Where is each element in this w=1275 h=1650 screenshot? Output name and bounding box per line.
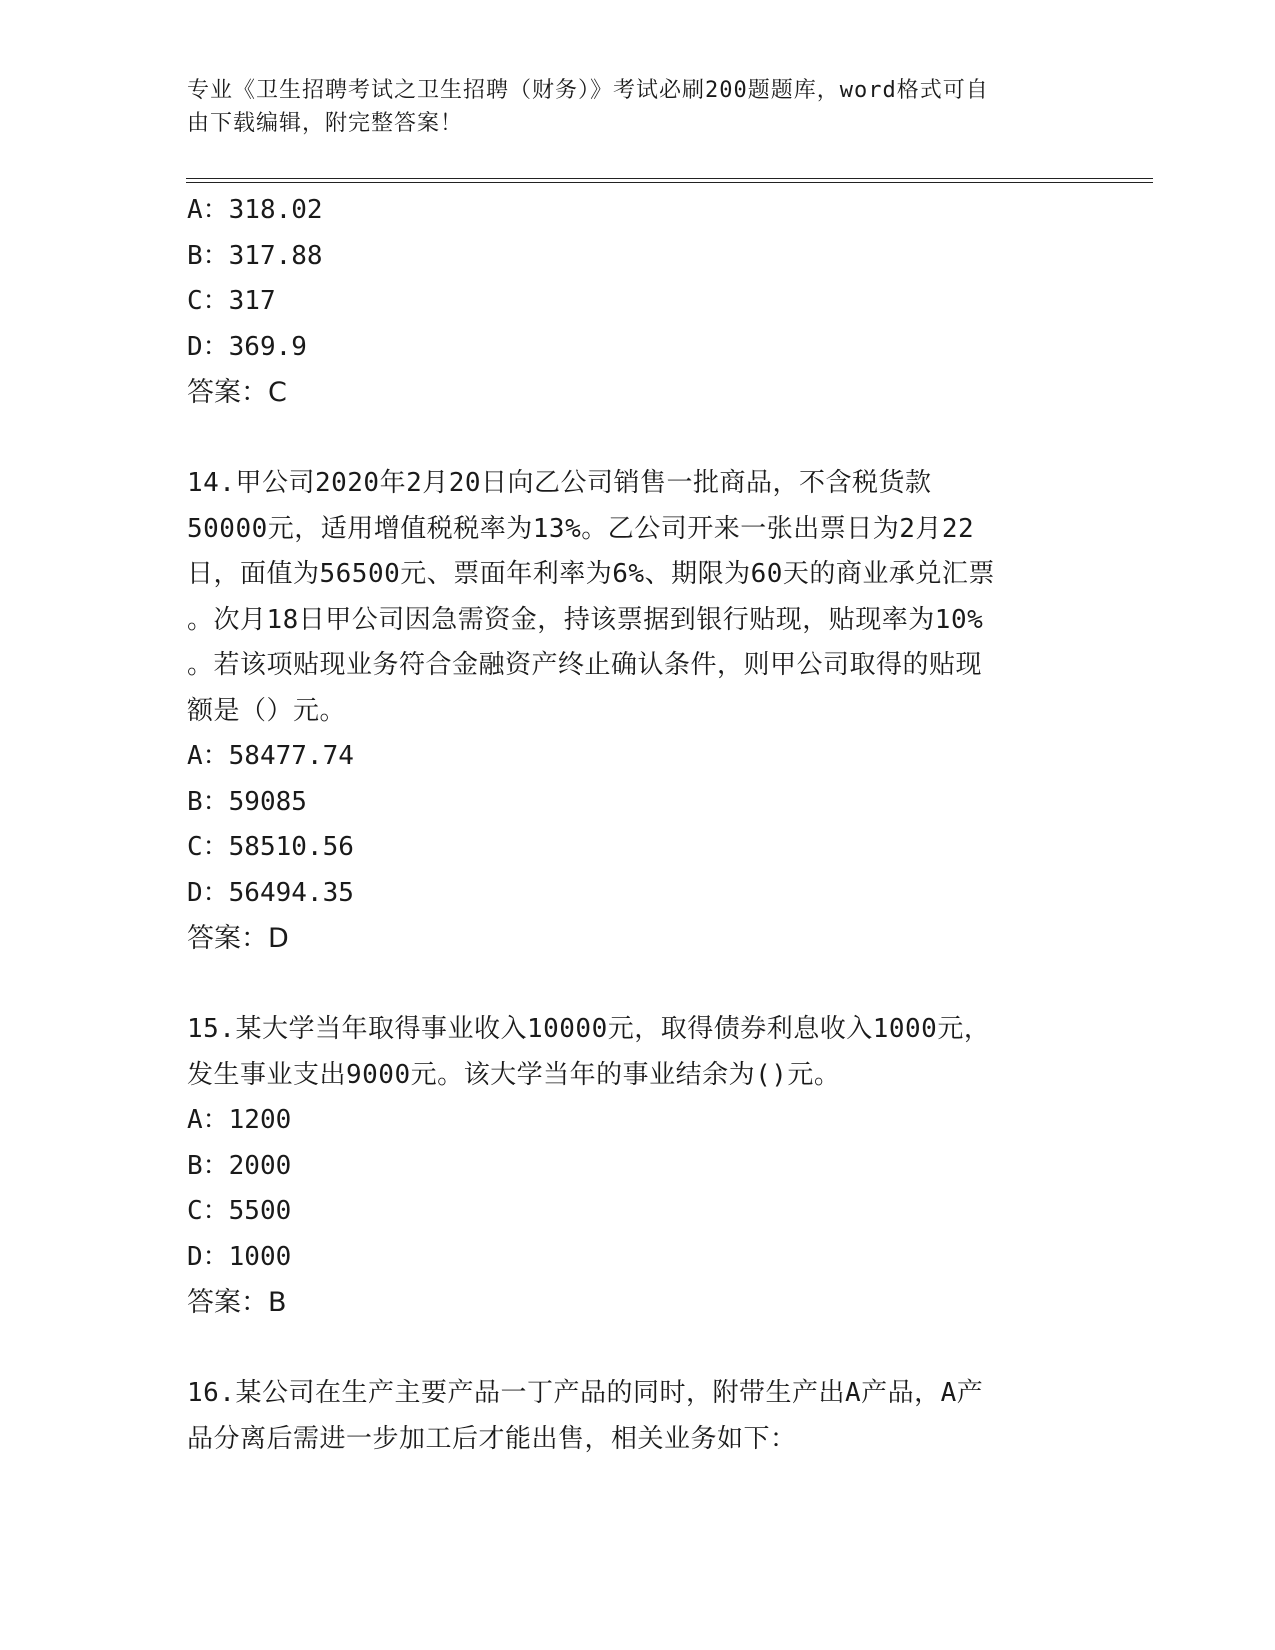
- option-c: C：5500: [187, 1196, 292, 1226]
- option-a: A：58477.74: [187, 741, 354, 771]
- question-14: [187, 461, 1087, 962]
- option-d: D：1000: [187, 1241, 292, 1272]
- answer: 答案：D: [187, 923, 289, 954]
- question-13: [187, 188, 1087, 416]
- option-c: C：58510.56: [187, 832, 354, 862]
- question-16: [187, 1371, 1087, 1462]
- option-b: B：2000: [187, 1150, 292, 1181]
- question-list: [187, 188, 1087, 1462]
- option-a: A：318.02: [187, 195, 323, 225]
- question-text-line: 品分离后需进一步加工后才能出售，相关业务如下：: [187, 1423, 797, 1454]
- option-a: A：1200: [187, 1105, 292, 1135]
- question-text-line: 14.甲公司2020年2月20日向乙公司销售一批商品，不含税货款: [187, 468, 932, 498]
- header-line-1: 专业《卫生招聘考试之卫生招聘（财务）》考试必刷200题题库，word格式可自: [187, 78, 989, 103]
- question-text-line: 50000元，适用增值税税率为13%。乙公司开来一张出票日为2月22: [187, 513, 975, 544]
- option-d: D：369.9: [187, 331, 307, 362]
- answer: 答案：C: [187, 377, 287, 408]
- answer: 答案：B: [187, 1287, 287, 1318]
- question-text-line: 。若该项贴现业务符合金融资产终止确认条件，则甲公司取得的贴现: [187, 650, 983, 680]
- question-text-line: 发生事业支出9000元。该大学当年的事业结余为()元。: [187, 1059, 841, 1090]
- header-divider-bottom: [186, 182, 1153, 183]
- option-c: C：317: [187, 286, 276, 316]
- header-divider-top: [186, 178, 1153, 179]
- question-text-line: 额是（）元。: [187, 695, 347, 726]
- question-text-line: 15.某大学当年取得事业收入10000元，取得债券利息收入1000元，: [187, 1014, 991, 1044]
- option-d: D：56494.35: [187, 877, 354, 908]
- option-b: B：317.88: [187, 240, 323, 271]
- header-line-2: 由下载编辑，附完整答案！: [187, 111, 464, 136]
- question-text-line: 日，面值为56500元、票面年利率为6%、期限为60天的商业承兑汇票: [187, 559, 995, 589]
- question-text-line: 。次月18日甲公司因急需资金，持该票据到银行贴现，贴现率为10%: [187, 604, 984, 635]
- document-header: [187, 74, 1067, 140]
- question-text-line: 16.某公司在生产主要产品一丁产品的同时，附带生产出A产品，A产: [187, 1378, 984, 1408]
- option-b: B：59085: [187, 786, 307, 817]
- question-15: [187, 1007, 1087, 1326]
